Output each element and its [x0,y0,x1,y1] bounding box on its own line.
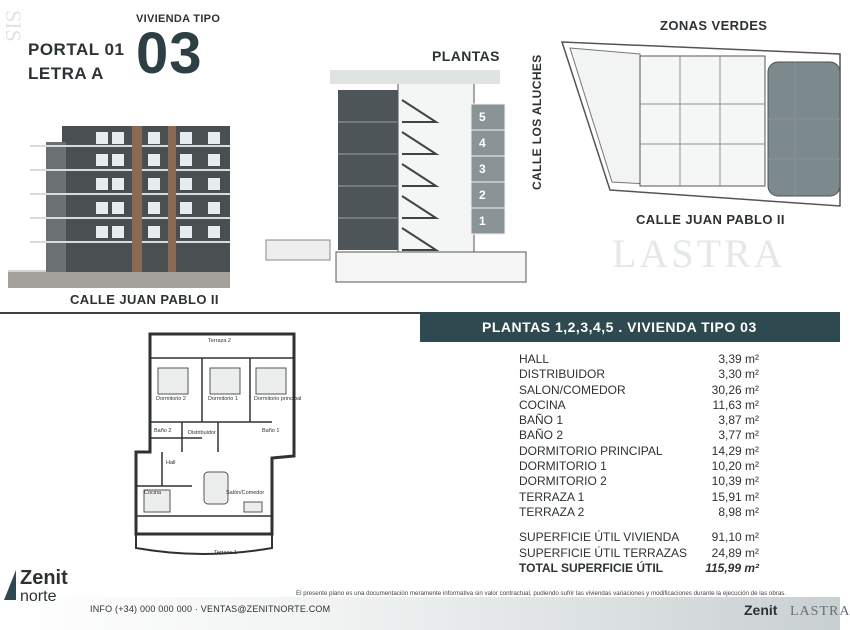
area-label: SALON/COMEDOR [519,382,626,397]
area-row [519,444,759,459]
area-value: 3,39 m² [718,352,759,366]
letra-label: LETRA A [28,64,104,83]
logo-norte-word: norte [20,588,57,605]
zonas-verdes-label: ZONAS VERDES [660,18,768,33]
area-value: 3,77 m² [718,428,759,443]
area-row [519,428,759,443]
plantas-banner: PLANTAS 1,2,3,4,5 . VIVIENDA TIPO 03 [420,312,840,342]
floor-plan [122,326,302,564]
room-hall: Hall [166,460,176,466]
room-dorm1: Dormitorio 1 [208,396,238,402]
room-salon: Salón/Comedor [226,490,265,496]
sup-terrazas-label: SUPERFICIE ÚTIL TERRAZAS [519,545,688,560]
area-row [519,367,759,382]
area-value: 8,98 m² [718,504,759,519]
area-value: 3,30 m² [718,367,759,382]
area-label: TERRAZA 2 [519,504,585,519]
floor-4: 4 [479,136,486,150]
area-row [519,459,759,474]
floor-2: 2 [479,188,486,202]
building-elevation [8,118,230,290]
floor-3: 3 [479,162,486,176]
area-label: DORMITORIO 2 [519,474,607,489]
area-label: DISTRIBUIDOR [519,367,606,382]
room-bano1: Baño 1 [262,428,280,434]
elevation-caption: CALLE JUAN PABLO II [70,292,219,307]
total-label: TOTAL SUPERFICIE ÚTIL [519,560,664,575]
brand-lastra: LASTRA [790,604,850,619]
logo-mark-icon [4,570,16,600]
area-row [519,398,759,413]
sup-terrazas-row [519,546,759,561]
vivienda-tipo-label: VIVIENDA TIPO [136,13,221,25]
side-watermark: SIS [1,10,26,42]
sup-vivienda-label: SUPERFICIE ÚTIL VIVIENDA [519,530,680,545]
sup-terrazas-value: 24,89 m² [711,545,759,560]
area-value: 14,29 m² [711,443,759,458]
area-value: 30,26 m² [711,382,759,397]
area-label: DORMITORIO PRINCIPAL [519,443,663,458]
building-section [266,70,526,285]
room-dorm2: Dormitorio 2 [156,396,186,402]
area-label: COCINA [519,397,566,412]
area-table [519,352,759,576]
area-value: 15,91 m² [711,489,759,504]
sup-vivienda-value: 91,10 m² [711,530,759,545]
vivienda-tipo-number: 03 [136,21,203,86]
portal-heading [28,38,124,86]
juan-pablo-site-label: CALLE JUAN PABLO II [636,212,785,227]
site-plan [540,34,840,206]
room-terraza2: Terraza 2 [208,338,231,344]
area-value: 10,20 m² [711,459,759,474]
area-value: 3,87 m² [718,413,759,428]
area-label: HALL [519,352,550,366]
disclaimer-text: El presente plano es una documentación meramente informativa sin valor contractual, pudiendo sufrir las viviendas variaciones y modificaciones durante la ejecución de las obras. [296,590,787,597]
area-row [519,490,759,505]
area-label: DORMITORIO 1 [519,459,607,474]
brand-zenit: Zenit [744,602,778,618]
area-label: TERRAZA 1 [519,489,585,504]
portal-label: PORTAL 01 [28,40,125,59]
total-row [519,561,759,576]
area-row [519,352,759,367]
sup-vivienda-row [519,530,759,545]
area-value: 10,39 m² [711,474,759,489]
room-dorm-principal: Dormitorio principal [254,396,302,402]
area-row [519,474,759,489]
area-value: 11,63 m² [712,397,759,412]
room-cocina: Cocina [144,490,162,496]
room-terraza1: Terraza 1 [214,550,237,556]
plantas-title: PLANTAS [432,48,500,64]
room-distribuidor: Distribuidor [188,430,216,436]
zenit-norte-logo [4,568,68,606]
floor-1: 1 [479,214,486,228]
total-value: 115,99 m² [705,560,759,575]
area-row [519,383,759,398]
room-bano2: Baño 2 [154,428,172,434]
logo-zenit-word: Zenit [20,567,68,589]
lastra-watermark: LASTRA [612,231,786,276]
area-row [519,505,759,520]
contact-info: INFO (+34) 000 000 000 · VENTAS@ZENITNORTE.COM [90,604,331,614]
area-label: BAÑO 2 [519,428,564,443]
area-row [519,413,759,428]
floor-5: 5 [479,110,486,124]
area-label: BAÑO 1 [519,413,564,428]
aluches-label: CALLE LOS ALUCHES [530,54,544,190]
